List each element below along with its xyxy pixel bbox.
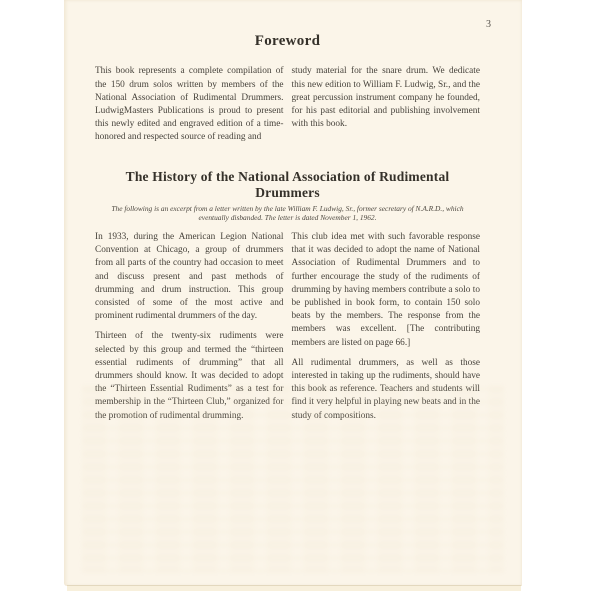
history-paragraph: All rudimental drummers, as well as those interested in taking up the rudiments, should have this book as reference. Teachers and students will find it very helpful in playing new beats and in the study of compositions.: [291, 357, 480, 421]
foreword-columns: [95, 56, 480, 154]
foreword-left-column: This book represents a complete compilation of the 150 drum solos written by members of the National Association of Rudimental Drummers. LudwigMasters Publications is proud to present this newly edited and engraved edition of a time-honored and respected source of reading and: [95, 66, 284, 143]
history-paragraph: In 1933, during the American Legion National Convention at Chicago, a group of drummers from all parts of the country had occasion to meet and discuss present and past methods of drumming and drum instruction. This group consisted of some of the most active and prominent rudimental drummers of the day.: [95, 232, 284, 322]
history-heading: The History of the National Association of Rudimental Drummers: [125, 168, 450, 200]
history-paragraph: Thirteen of the twenty-six rudiments were selected by this group and termed the “thirteen essential rudiments of drumming” that all drummers should know. It was decided to adopt the “Thirteen Essential Rudiments” as a test for membership in the “Thirteen Club,” organized for the promotion of rudimental drumming.: [95, 331, 284, 421]
history-columns: [95, 231, 480, 430]
page-bottom-edge: [67, 585, 521, 591]
page-content: [95, 0, 480, 430]
history-subtitle: The following is an excerpt from a letter written by the late William F. Ludwig, Sr., former secretary of N.A.R.D., which eventually disbanded. The letter is dated November 1, 1962.: [111, 203, 464, 223]
book-page: [64, 0, 522, 586]
foreword-right-column: study material for the snare drum. We dedicate this new edition to William F. Ludwig, Sr., and the great percussion instrument company he founded, for his past editorial and publishing involvement with this book.: [291, 66, 480, 130]
page-number: 3: [486, 19, 491, 30]
history-left-column: [95, 231, 284, 430]
foreword-heading: Foreword: [254, 33, 321, 49]
history-paragraph: This club idea met with such favorable response that it was decided to adopt the name of National Association of Rudimental Drummers and to further encourage the study of the rudiments of drumming by having members contribute a solo to be published in book form, to contain 150 solo beats by the members. The response from the members was excellent. [The contributing members are listed on page 66.]: [291, 232, 480, 348]
history-right-column: [292, 231, 481, 430]
